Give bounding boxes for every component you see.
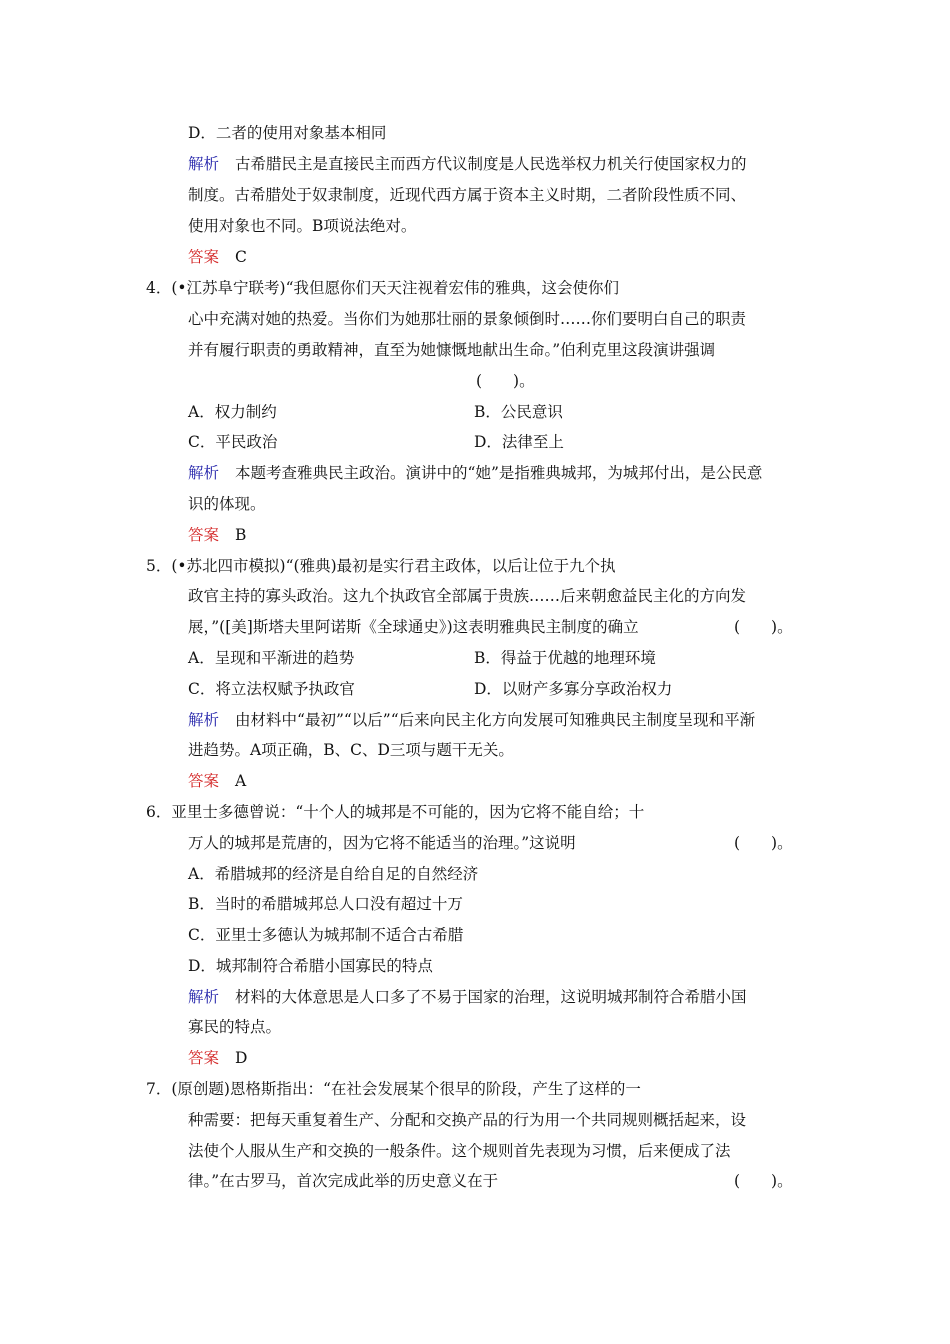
q6-analysis	[188, 987, 747, 1007]
answer-label: 答案	[188, 526, 220, 544]
analysis-text: 古希腊民主是直接民主而西方代议制度是人民选举权力机关行使国家权力的	[235, 155, 747, 173]
q4-answer	[188, 525, 246, 545]
answer-value: A	[235, 772, 247, 790]
q3-analysis	[188, 154, 747, 174]
answer-label: 答案	[188, 248, 220, 266]
q3-option-d: D．二者的使用对象基本相同	[188, 124, 387, 142]
analysis-label: 解析	[188, 988, 220, 1006]
q3-analysis-line-2: 制度。古希腊处于奴隶制度，近现代西方属于资本主义时期，二者阶段性质不同、	[188, 186, 747, 204]
q5-analysis-line-2: 进趋势。A项正确，B、C、D三项与题干无关。	[188, 741, 514, 759]
q5-analysis	[188, 710, 755, 730]
q6-answer-bracket: ( )。	[734, 834, 793, 852]
answer-value: B	[235, 526, 247, 544]
answer-label: 答案	[188, 1049, 220, 1067]
q5-option-a: A．呈现和平渐进的趋势	[188, 649, 355, 667]
q4-stem-line-2: 心中充满对她的热爱。当你们为她那壮丽的景象倾倒时……你们要明白自己的职责	[188, 310, 747, 328]
answer-value: C	[235, 248, 247, 266]
analysis-label: 解析	[188, 155, 220, 173]
q7-stem-line-1: 7．(原创题)恩格斯指出：“在社会发展某个很早的阶段，产生了这样的一	[146, 1080, 641, 1098]
q6-option-a: A．希腊城邦的经济是自给自足的自然经济	[188, 865, 479, 883]
q6-stem-line-2: 万人的城邦是荒唐的，因为它将不能适当的治理。”这说明	[188, 834, 576, 852]
q6-stem-line-1: 6．亚里士多德曾说：“十个人的城邦是不可能的，因为它将不能自给；十	[146, 803, 645, 821]
q4-option-b: B．公民意识	[474, 403, 563, 421]
q6-option-c: C．亚里士多德认为城邦制不适合古希腊	[188, 926, 464, 944]
q4-analysis	[188, 463, 762, 483]
q7-answer-bracket: ( )。	[734, 1172, 793, 1190]
analysis-label: 解析	[188, 464, 220, 482]
analysis-text: 本题考查雅典民主政治。演讲中的“她”是指雅典城邦，为城邦付出，是公民意	[235, 464, 763, 482]
q3-answer	[188, 247, 247, 267]
analysis-text: 由材料中“最初”“以后”“后来向民主化方向发展可知雅典民主制度呈现和平渐	[235, 711, 756, 729]
q7-stem-line-4: 律。”在古罗马，首次完成此举的历史意义在于	[188, 1172, 499, 1190]
q5-stem-line-3: 展，”([美]斯塔夫里阿诺斯《全球通史》)这表明雅典民主制度的确立	[188, 618, 639, 636]
q5-answer	[188, 771, 246, 791]
q6-analysis-line-2: 寡民的特点。	[188, 1018, 282, 1036]
q4-option-a: A．权力制约	[188, 403, 277, 421]
q5-option-b: B．得益于优越的地理环境	[474, 649, 656, 667]
q5-stem-line-1: 5．(•苏北四市模拟)“(雅典)最初是实行君主政体，以后让位于九个执	[146, 557, 616, 575]
q5-stem-line-2: 政官主持的寡头政治。这九个执政官全部属于贵族……后来朝愈益民主化的方向发	[188, 587, 747, 605]
q6-answer	[188, 1048, 247, 1068]
q4-stem-line-1: 4．(•江苏阜宁联考)“我但愿你们天天注视着宏伟的雅典，这会使你们	[146, 279, 620, 297]
q5-answer-bracket: ( )。	[734, 618, 793, 636]
q6-option-b: B．当时的希腊城邦总人口没有超过十万	[188, 895, 463, 913]
answer-label: 答案	[188, 772, 220, 790]
q7-stem-line-2: 种需要：把每天重复着生产、分配和交换产品的行为用一个共同规则概括起来，设	[188, 1111, 747, 1129]
q6-option-d: D．城邦制符合希腊小国寡民的特点	[188, 957, 433, 975]
q5-option-c: C．将立法权赋予执政官	[188, 680, 355, 698]
q4-answer-bracket: ( )。	[476, 372, 535, 390]
q4-option-c: C．平民政治	[188, 433, 278, 451]
answer-value: D	[235, 1049, 248, 1067]
analysis-text: 材料的大体意思是人口多了不易于国家的治理，这说明城邦制符合希腊小国	[235, 988, 747, 1006]
q7-stem-line-3: 法使个人服从生产和交换的一般条件。这个规则首先表现为习惯，后来便成了法	[188, 1142, 731, 1160]
analysis-label: 解析	[188, 711, 220, 729]
q4-analysis-line-2: 识的体现。	[188, 495, 266, 513]
q4-option-d: D．法律至上	[474, 433, 564, 451]
q5-option-d: D．以财产多寡分享政治权力	[474, 680, 673, 698]
q3-analysis-line-3: 使用对象也不同。B项说法绝对。	[188, 217, 417, 235]
q4-stem-line-3: 并有履行职责的勇敢精神，直至为她慷慨地献出生命。”伯利克里这段演讲强调	[188, 341, 716, 359]
